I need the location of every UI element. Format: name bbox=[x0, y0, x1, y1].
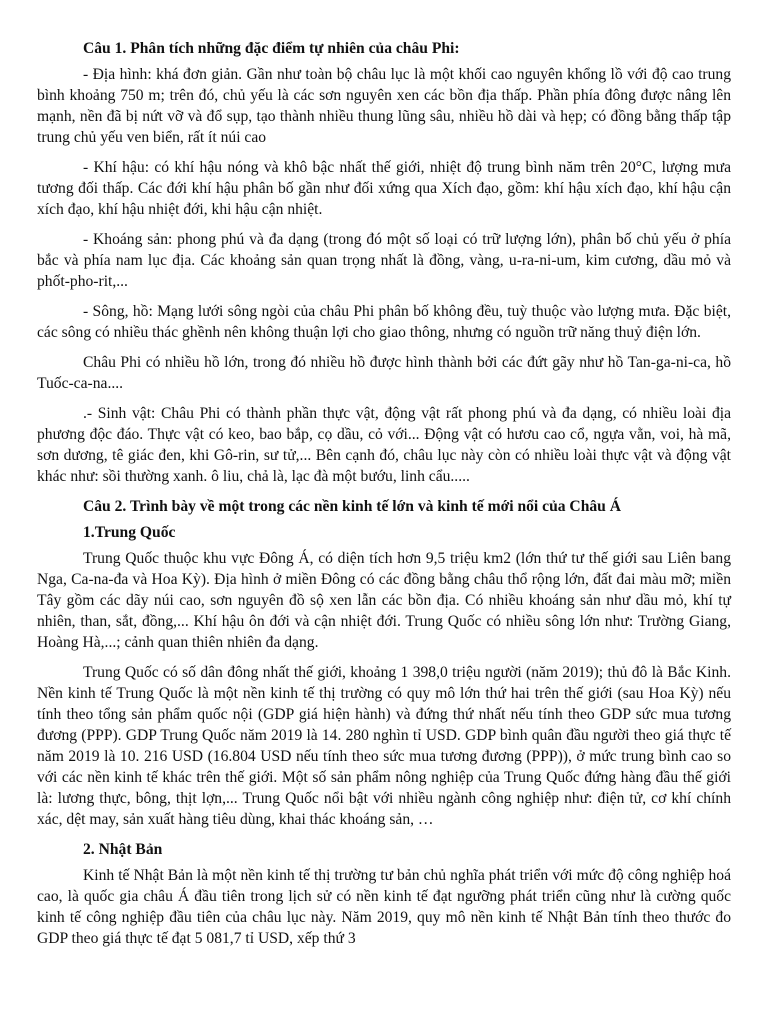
q1-terrain-paragraph: - Địa hình: khá đơn giản. Gần như toàn bộ châu lục là một khối cao nguyên khổng lồ với độ cao trung bình khoảng 750 m; trên đó, chủ yếu là các sơn nguyên xen các bồn địa thấp. Phần phía đông được nâng lên mạnh, nền đã bị nứt vỡ và đổ sụp, tạo thành nhiều thung lũng sâu, nhiều hồ dài và hẹp; có đồng bằng thấp tập trung chủ yếu ven biển, rất ít núi cao bbox=[37, 66, 731, 146]
japan-heading: 2. Nhật Bản bbox=[83, 841, 163, 858]
q1-minerals-paragraph: - Khoáng sản: phong phú và đa dạng (trong đó một số loại có trữ lượng lớn), phân bố chủ yếu ở phía bắc và phía nam lục địa. Các khoảng sản quan trọng nhất là đồng, vàng, u-ra-ni-um, kim cương, dầu mỏ và phốt-pho-rit,... bbox=[37, 231, 731, 290]
q1-rivers-paragraph: - Sông, hồ: Mạng lưới sông ngòi của châu Phi phân bố không đều, tuỳ thuộc vào lượng mưa. Đặc biệt, các sông có nhiều thác ghềnh nên không thuận lợi cho giao thông, nhưng có nguồn trữ năng thuỷ điện lớn. bbox=[37, 303, 731, 341]
q1-climate-paragraph: - Khí hậu: có khí hậu nóng và khô bậc nhất thế giới, nhiệt độ trung bình năm trên 20°C, lượng mưa tương đối thấp. Các đới khí hậu phân bố gần như đối xứng qua Xích đạo, gồm: khí hậu xích đạo, khí hậu cận xích đạo, khí hậu nhiệt đới, khi hậu cận nhiệt. bbox=[37, 159, 731, 218]
question-2-title: Câu 2. Trình bày về một trong các nền kinh tế lớn và kinh tế mới nổi của Châu Á bbox=[83, 498, 621, 515]
japan-economy-paragraph: Kinh tế Nhật Bản là một nền kinh tế thị trường tư bản chủ nghĩa phát triển với mức độ công nghiệp hoá cao, là quốc gia châu Á đầu tiên trong lịch sử có nền kinh tế đạt ngưỡng phát triển cũng như là cường quốc kinh tế công nghiệp đầu tiên của châu lục này. Năm 2019, quy mô nền kinh tế Nhật Bản tính theo thước đo GDP theo giá thực tế đạt 5 081,7 tỉ USD, xếp thứ 3 bbox=[37, 867, 731, 947]
question-1-title: Câu 1. Phân tích những đặc điểm tự nhiên của châu Phi: bbox=[83, 40, 460, 57]
q1-lakes-paragraph: Châu Phi có nhiều hồ lớn, trong đó nhiều hồ được hình thành bởi các đứt gãy như hồ Tan-ga-ni-ca, hồ Tuốc-ca-na.... bbox=[37, 354, 731, 392]
china-economy-paragraph: Trung Quốc có số dân đông nhất thế giới, khoảng 1 398,0 triệu người (năm 2019); thủ đô là Bắc Kinh. Nền kinh tế Trung Quốc là một nền kinh tế thị trường có quy mô lớn thứ hai trên thế giới (sau Hoa Kỳ) nếu tính theo tổng sản phẩm quốc nội (GDP giá hiện hành) và đứng thứ nhất nếu tính theo GDP sức mua tương đương (PPP). GDP Trung Quốc năm 2019 là 14. 280 nghìn tỉ USD. GDP bình quân đầu người theo giá thực tế năm 2019 là 10. 216 USD (16.804 USD nếu tính theo sức mua tương đương (PPP)), ở mức trung bình cao so với các nền kinh tế khác trên thế giới. Một số sản phẩm nông nghiệp của Trung Quốc đứng hàng đầu thế giới là: lương thực, bông, thịt lợn,... Trung Quốc nổi bật với nhiều ngành công nghiệp như: điện tử, cơ khí chính xác, dệt may, sản xuất hàng tiêu dùng, khai thác khoáng sản, … bbox=[37, 664, 731, 828]
china-heading: 1.Trung Quốc bbox=[83, 524, 176, 541]
china-geography-paragraph: Trung Quốc thuộc khu vực Đông Á, có diện tích hơn 9,5 triệu km2 (lớn thứ tư thế giới sau Liên bang Nga, Ca-na-đa và Hoa Kỳ). Địa hình ở miền Đông có các đồng bằng châu thổ rộng lớn, đất đai màu mỡ; miền Tây gồm các dãy núi cao, sơn nguyên đồ sộ xen lẫn các bồn địa. Có nhiều khoáng sản như dầu mỏ, khí tự nhiên, than, sắt, đồng,... Khí hậu ôn đới và cận nhiệt đới. Trung Quốc có nhiều sông lớn như: Trường Giang, Hoàng Hà,...; cảnh quan thiên nhiên đa dạng. bbox=[37, 550, 731, 651]
q1-biota-paragraph: .- Sinh vật: Châu Phi có thành phần thực vật, động vật rất phong phú và đa dạng, có nhiều loài địa phương độc đáo. Thực vật có keo, bao bắp, cọ dầu, cỏ với... Động vật có hươu cao cổ, ngựa vằn, voi, hà mã, sơn dương, tê giác đen, khi Gô-rin, sư tử,... Bên cạnh đó, châu lục này còn có nhiều loài thực vật và động vật khác như: sồi thường xanh. ô liu, chả là, lạc đà một bướu, linh cẩu..... bbox=[37, 405, 731, 485]
